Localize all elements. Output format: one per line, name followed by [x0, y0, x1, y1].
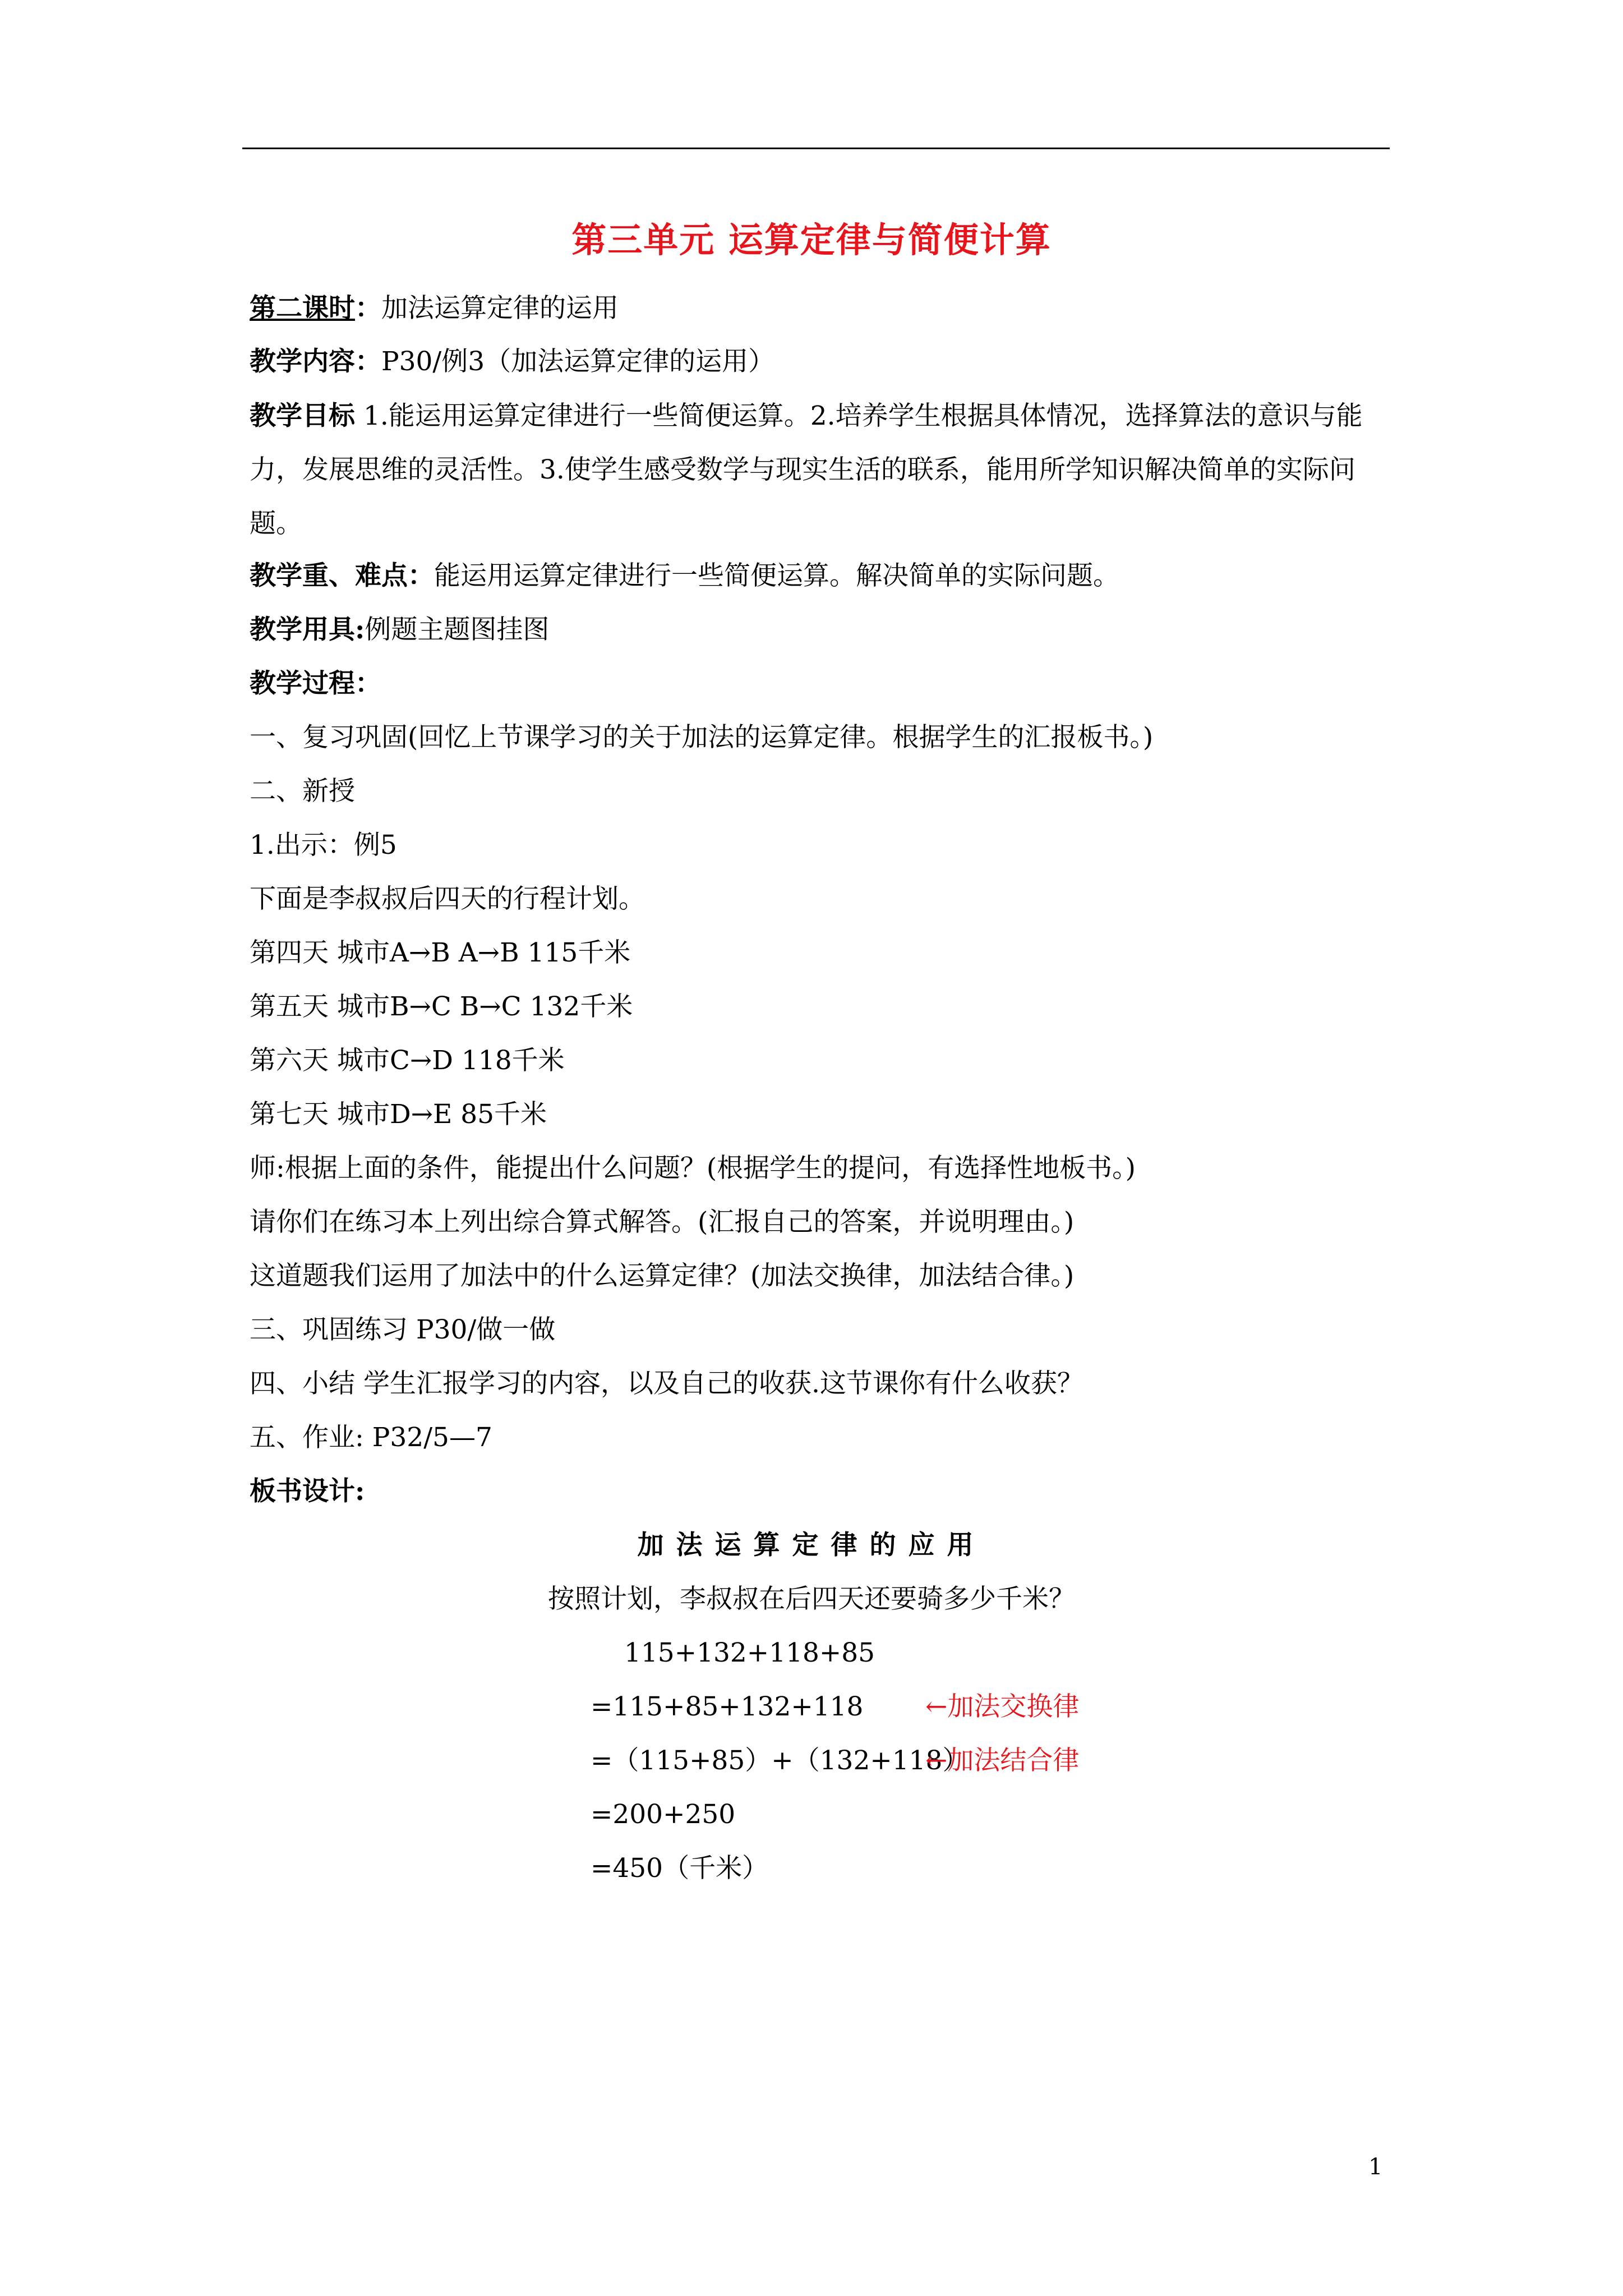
board-note-commutative: ←加法交换律 [925, 1691, 1080, 1722]
board-expr-2: =115+85+132+118 [591, 1691, 864, 1722]
board-label: 板书设计: [250, 1476, 365, 1507]
board-heading: 加法运算定律的应用 [637, 1530, 986, 1561]
board-expr-5: =450（千米） [591, 1853, 769, 1884]
keypoints-row [250, 559, 1119, 593]
tools-value: 例题主题图挂图 [365, 614, 550, 645]
content-colon: ： [355, 346, 381, 377]
step-summary: 四、小结 学生汇报学习的内容，以及自己的收获.这节课你有什么收获？ [250, 1368, 1083, 1399]
lesson-label: 第二课时 [250, 293, 355, 324]
board-question: 按照计划，李叔叔在后四天还要骑多少千米？ [548, 1584, 1075, 1614]
step-homework: 五、作业: P32/5—7 [250, 1422, 492, 1453]
page-number: 1 [1368, 2154, 1383, 2180]
content-value: P30/例3（加法运算定律的运用） [381, 346, 775, 377]
step-plan-intro: 下面是李叔叔后四天的行程计划。 [250, 884, 645, 914]
lesson-colon: ： [355, 293, 381, 324]
goals-paragraph [250, 389, 1394, 551]
process-label: 教学过程： [250, 668, 381, 699]
step-review: 一、复习巩固(回忆上节课学习的关于加法的运算定律。根据学生的汇报板书。) [250, 722, 1154, 753]
board-note-associative: ←加法结合律 [925, 1745, 1080, 1776]
plan-day-5: 第五天 城市B→C B→C 132千米 [250, 991, 633, 1022]
step-practice: 三、巩固练习 P30/做一做 [250, 1314, 556, 1345]
step-new: 二、新授 [250, 776, 355, 807]
board-expr-4: =200+250 [591, 1799, 736, 1830]
step-example: 1.出示：例5 [250, 830, 397, 861]
board-expr-3: =（115+85）+（132+118） [591, 1745, 969, 1776]
document-title: 第三单元 运算定律与简便计算 [571, 219, 1052, 260]
goals-value: 1.能运用运算定律进行一些简便运算。2.培养学生根据具体情况，选择算法的意识与能力，发展思维的灵活性。3.使学生感受数学与现实生活的联系，能用所学知识解决简单的实际问题。 [250, 401, 1363, 539]
tools-label: 教学用具 [250, 614, 355, 645]
content-row [250, 345, 774, 379]
plan-day-7: 第七天 城市D→E 85千米 [250, 1099, 547, 1130]
plan-day-4: 第四天 城市A→B A→B 115千米 [250, 937, 631, 968]
lesson-value: 加法运算定律的运用 [381, 293, 619, 324]
keypoints-label: 教学重、难点 [250, 560, 408, 591]
law-question: 这道题我们运用了加法中的什么运算定律？(加法交换律，加法结合律。) [250, 1260, 1075, 1291]
plan-day-6: 第六天 城市C→D 118千米 [250, 1045, 565, 1076]
lesson-row [250, 292, 619, 325]
content-label: 教学内容 [250, 346, 355, 377]
keypoints-colon: ： [408, 560, 434, 591]
tools-colon: : [355, 614, 365, 645]
keypoints-value: 能运用运算定律进行一些简便运算。解决简单的实际问题。 [434, 560, 1119, 591]
tools-row [250, 613, 549, 647]
header-rule [242, 148, 1390, 149]
teacher-question: 师:根据上面的条件，能提出什么问题？(根据学生的提问，有选择性地板书。) [250, 1153, 1136, 1184]
goals-label: 教学目标 [250, 401, 355, 431]
board-expr-1: 115+132+118+85 [624, 1637, 875, 1668]
student-task: 请你们在练习本上列出综合算式解答。(汇报自己的答案，并说明理由。) [250, 1207, 1075, 1237]
